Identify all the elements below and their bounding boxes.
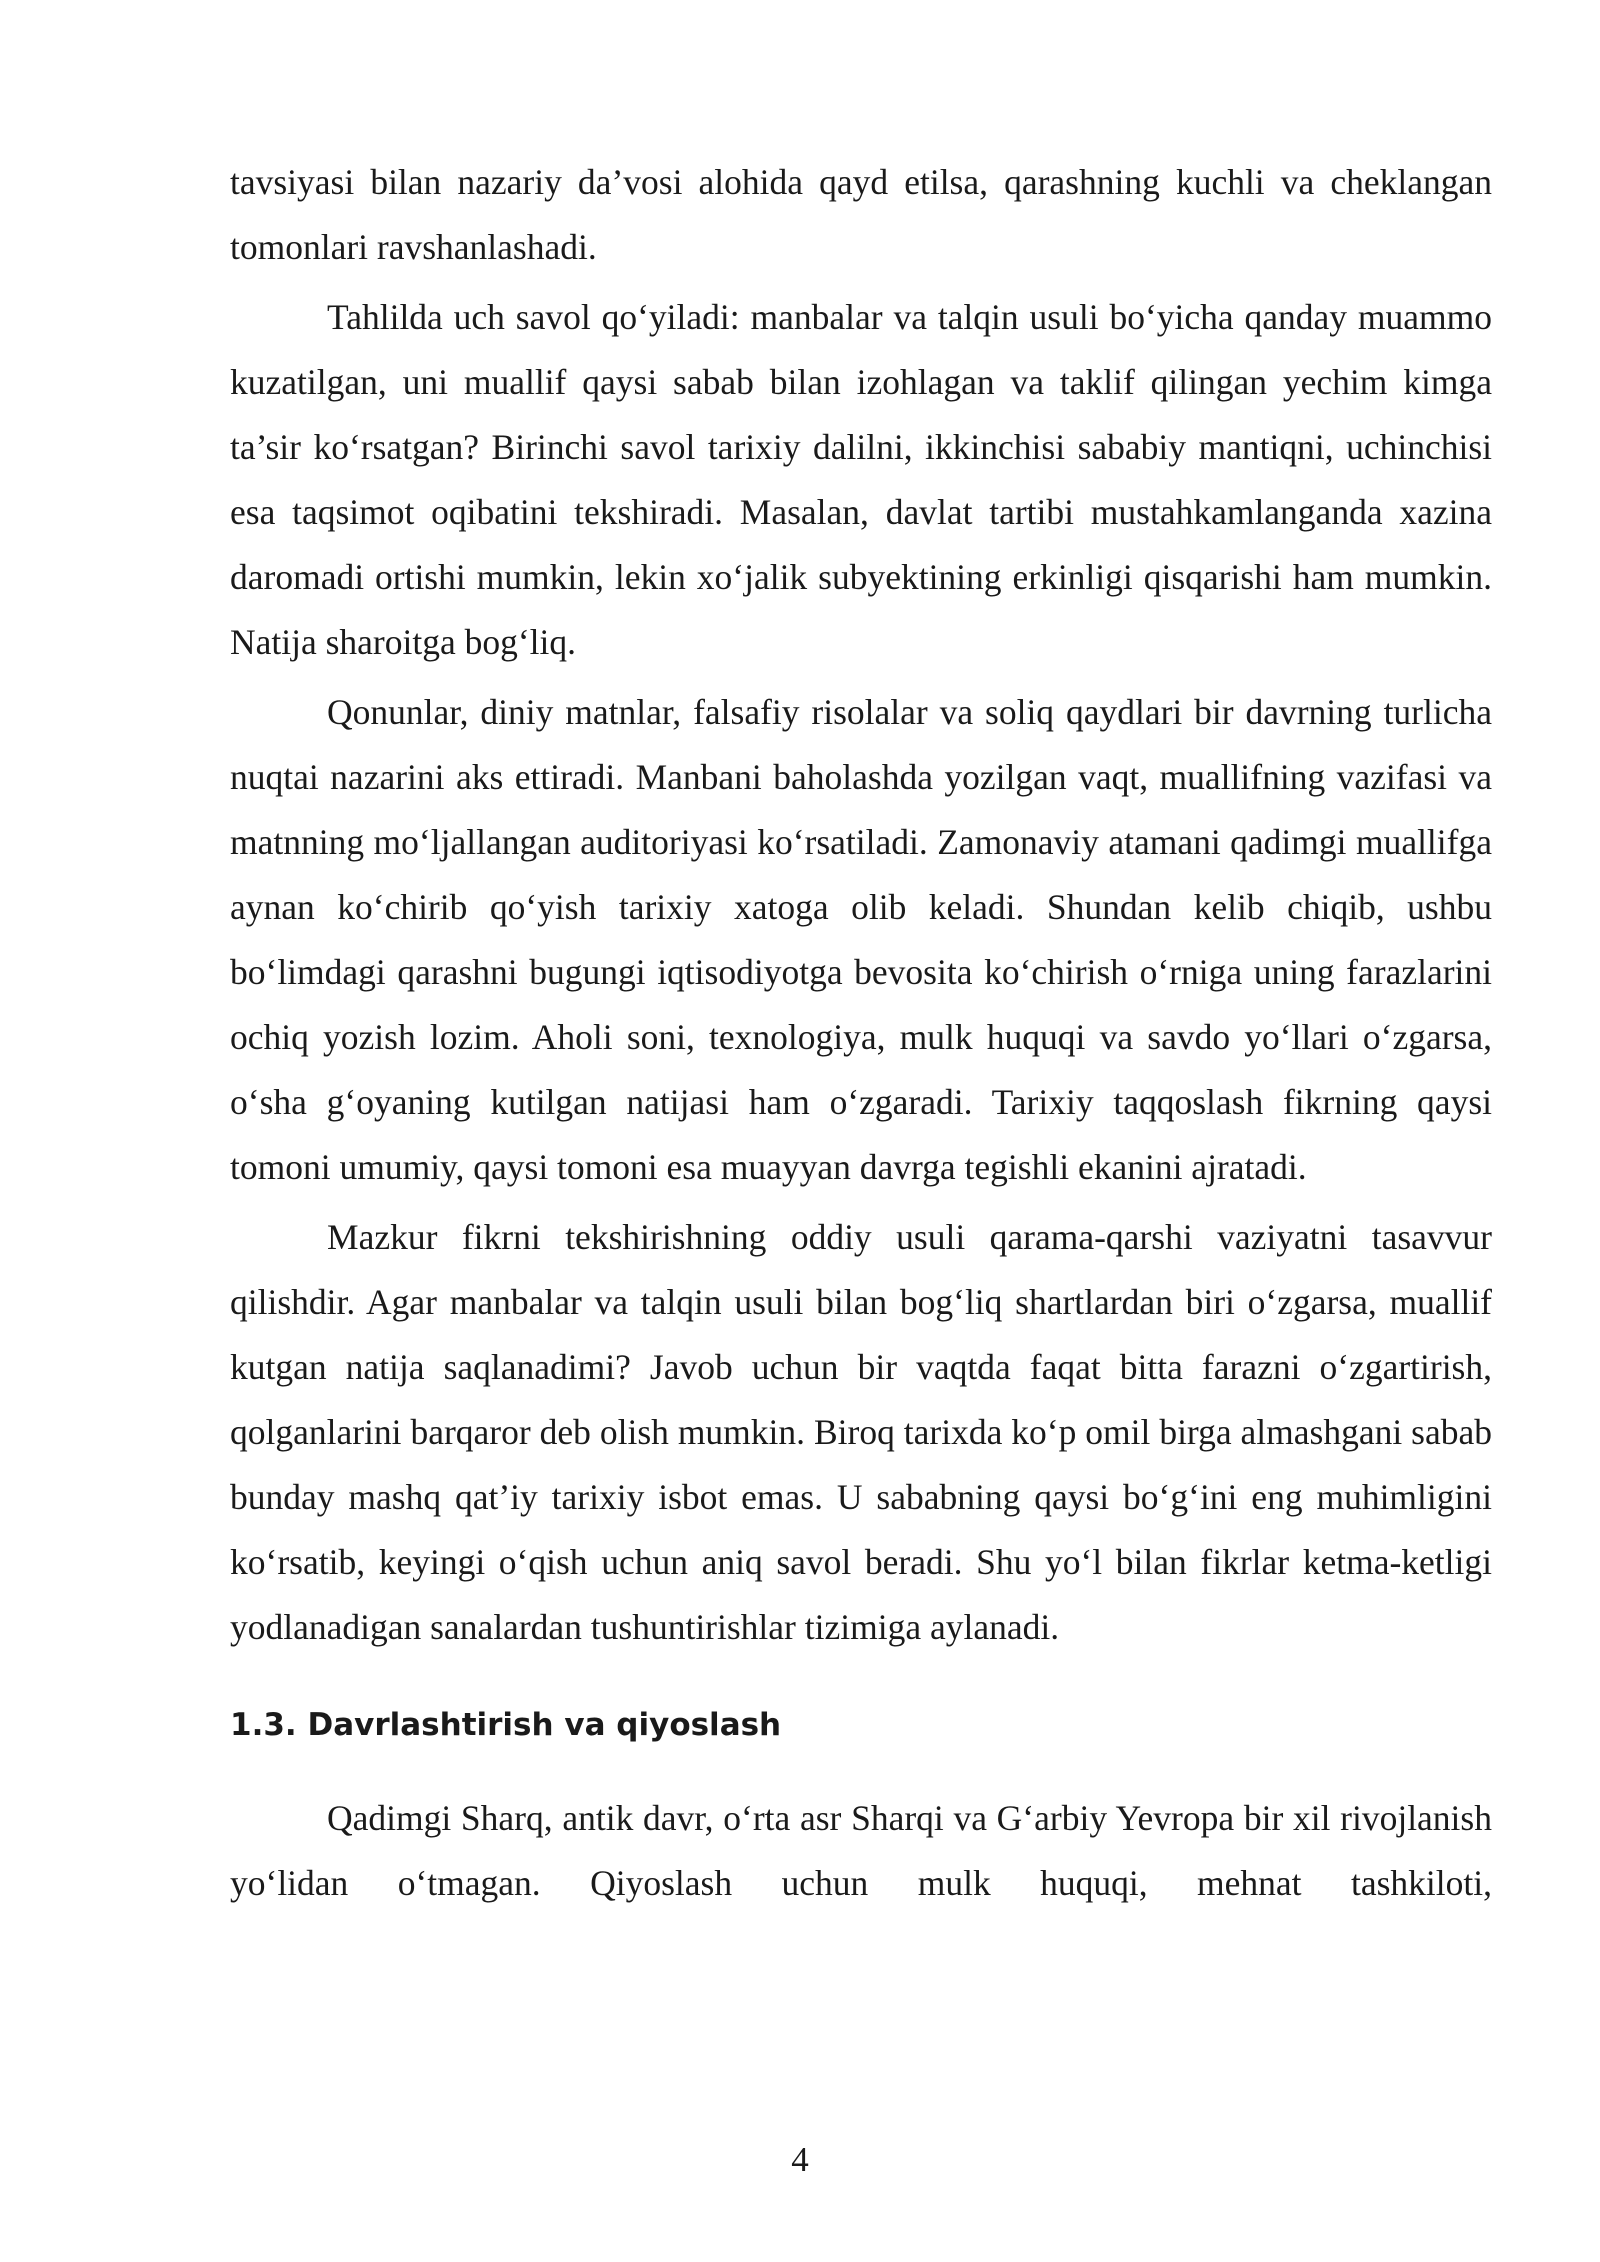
section-heading: 1.3. Davrlashtirish va qiyoslash xyxy=(230,1707,782,1743)
body-text xyxy=(230,150,1492,1921)
paragraph-sources: Qonunlar, diniy matnlar, falsafiy risolalar va soliq qaydlari bir davrning turlicha nuqtai nazarini aks ettiradi. Manbani baholashda yozilgan vaqt, muallifning vazifasi va matnning mo‘ljallangan auditoriyasi ko‘rsatiladi. Zamonaviy atamani qadimgi muallifga aynan ko‘chirib qo‘yish tarixiy xatoga olib keladi. Shundan kelib chiqib, ushbu bo‘limdagi qarashni bugungi iqtisodiyotga bevosita ko‘chirish o‘rniga uning farazlarini ochiq yozish lozim. Aholi soni, texnologiya, mulk huquqi va savdo yo‘llari o‘zgarsa, o‘sha g‘oyaning kutilgan natijasi ham o‘zgaradi. Tarixiy taqqoslash fikrning qaysi tomoni umumiy, qaysi tomoni esa muayyan davrga tegishli ekanini ajratadi. xyxy=(230,692,1492,1187)
page-number: 4 xyxy=(791,2140,809,2179)
paragraph-continuation: tavsiyasi bilan nazariy da’vosi alohida qayd etilsa, qarashning kuchli va cheklangan tomonlari ravshanlashadi. xyxy=(230,162,1492,267)
paragraph-periodization: Qadimgi Sharq, antik davr, o‘rta asr Sharqi va G‘arbiy Yevropa bir xil rivojlanish yo‘lidan o‘tmagan. Qiyoslash uchun mulk huquqi, mehnat tashkiloti, xyxy=(230,1798,1492,1903)
paragraph-counterfactual: Mazkur fikrni tekshirishning oddiy usuli qarama-qarshi vaziyatni tasavvur qilishdir. Agar manbalar va talqin usuli bilan bog‘liq shartlardan biri o‘zgarsa, muallif kutgan natija saqlanadimi? Javob uchun bir vaqtda faqat bitta farazni o‘zgartirish, qolganlarini barqaror deb olish mumkin. Biroq tarixda ko‘p omil birga almashgani sabab bunday mashq qat’iy tarixiy isbot emas. U sababning qaysi bo‘g‘ini eng muhimligini ko‘rsatib, keyingi o‘qish uchun aniq savol beradi. Shu yo‘l bilan fikrlar ketma-ketligi yodlanadigan sanalardan tushuntirishlar tizimiga aylanadi. xyxy=(230,1217,1492,1647)
paragraph-analysis-questions: Tahlilda uch savol qo‘yiladi: manbalar va talqin usuli bo‘yicha qanday muammo kuzatilgan, uni muallif qaysi sabab bilan izohlagan va taklif qilingan yechim kimga ta’sir ko‘rsatgan? Birinchi savol tarixiy dalilni, ikkinchisi sababiy mantiqni, uchinchisi esa taqsimot oqibatini tekshiradi. Masalan, davlat tartibi mustahkamlanganda xazina daromadi ortishi mumkin, lekin xo‘jalik subyektining erkinligi qisqarishi ham mumkin. Natija sharoitga bog‘liq. xyxy=(230,297,1492,662)
